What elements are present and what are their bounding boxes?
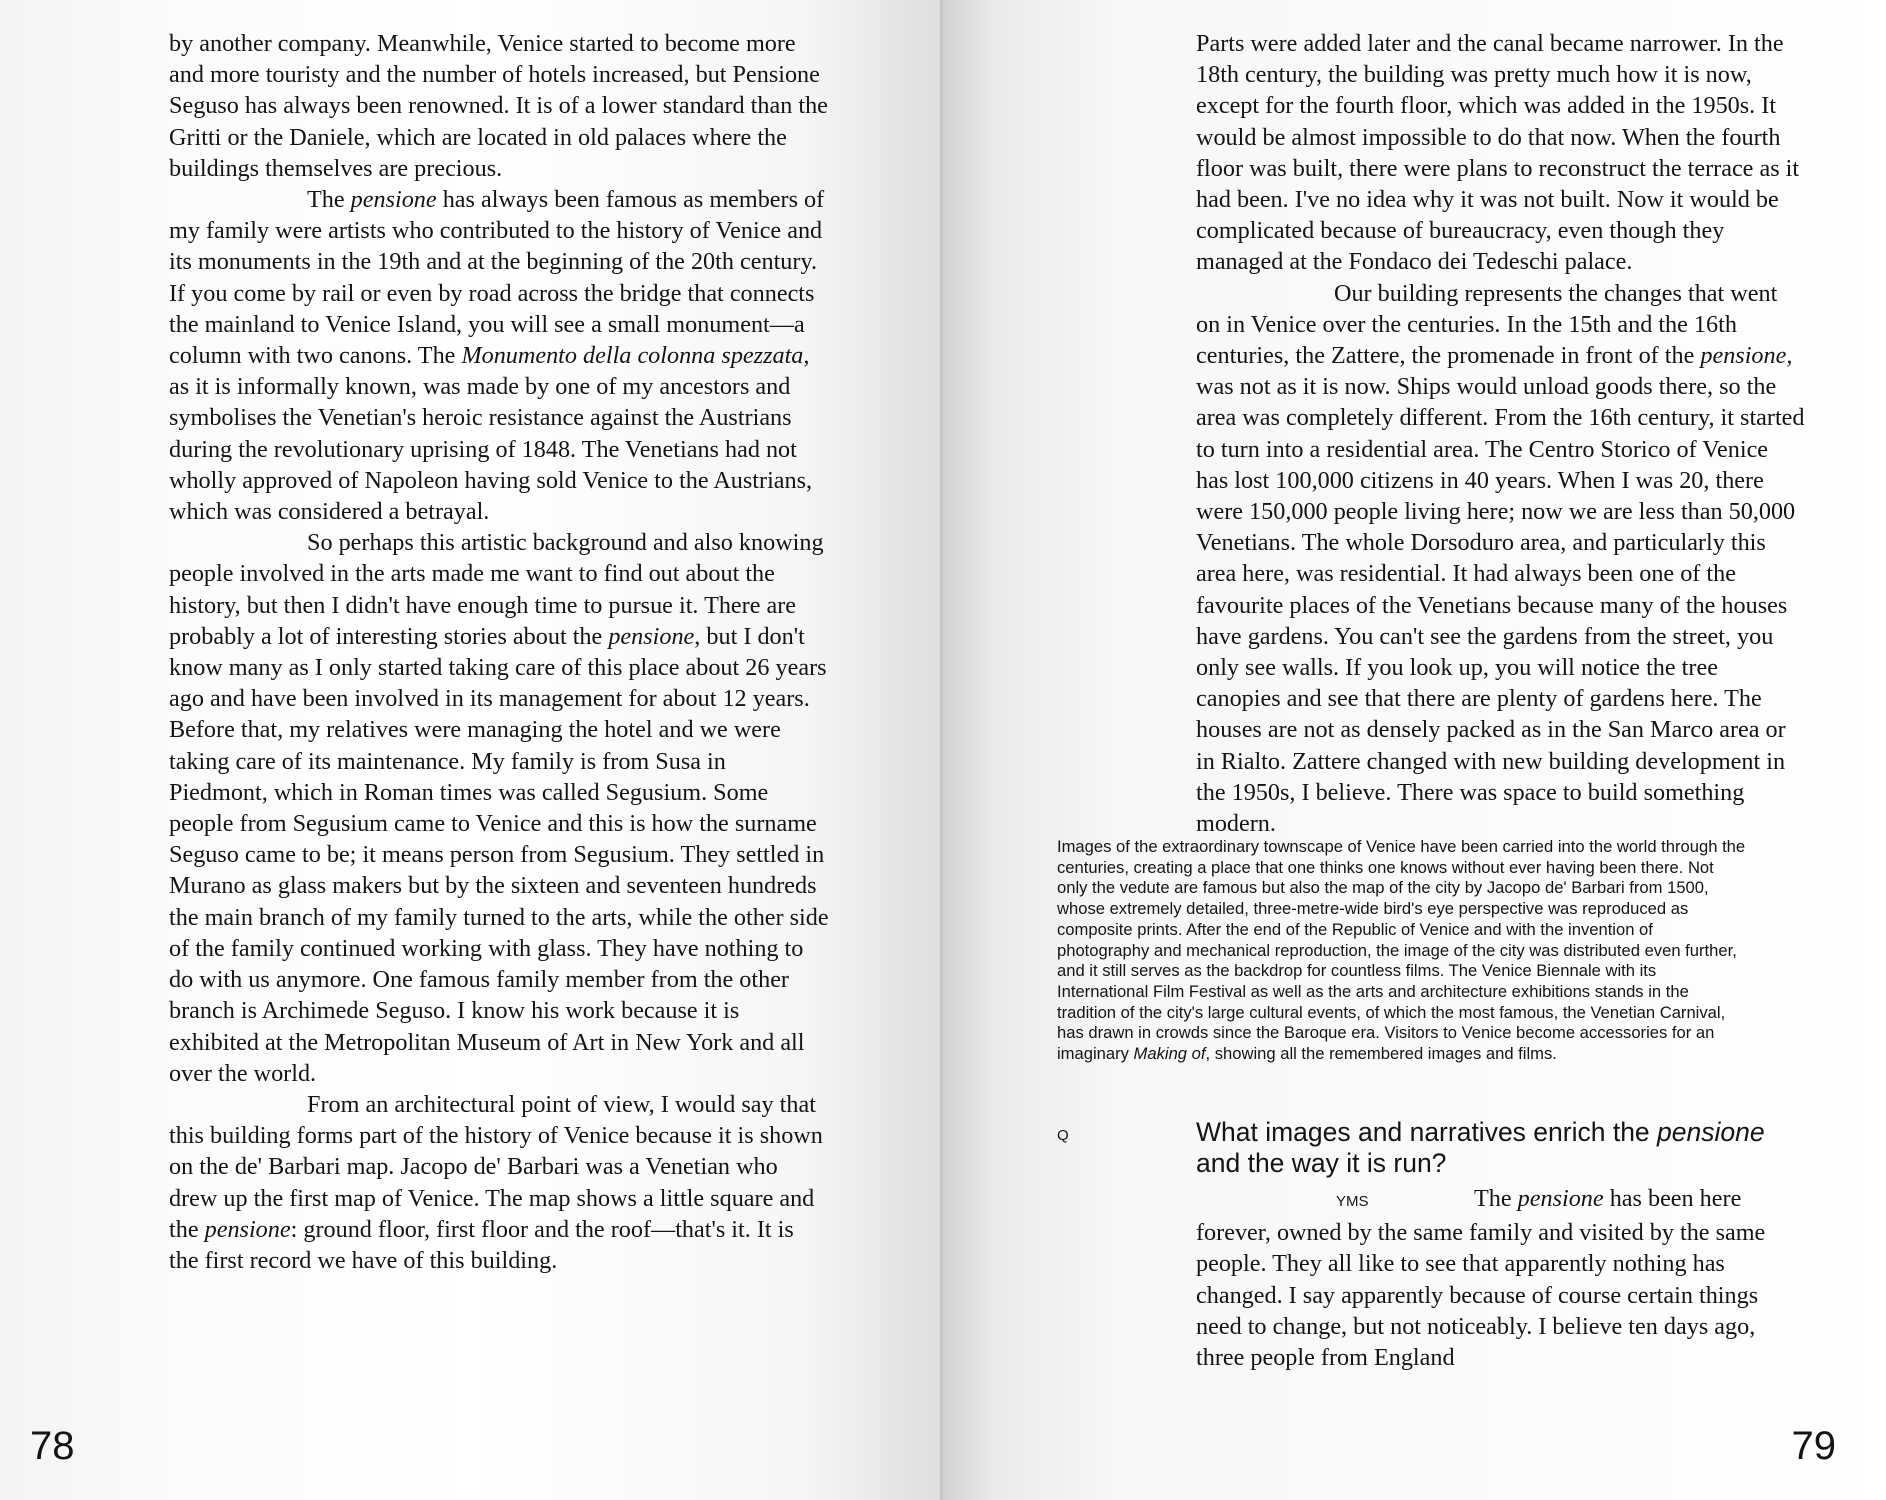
interview-question: What images and narratives enrich the pensione and the way it is run? (1196, 1117, 1765, 1178)
right-page-body (1196, 28, 1806, 839)
image-caption: Images of the extraordinary townscape of Venice have been carried into the world through the centuries, creating a place that one thinks one knows without ever having been there. Not only the vedute are famous but also the map of the city by Jacopo de' Barbari from 1500, whose extremely detailed, three-metre-wide bird's eye perspective was reproduced as composite prints. After the end of the Republic of Venice and with the invention of photography and mechanical reproduction, the image of the city was distributed even further, and it still serves as the backdrop for countless films. The Venice Biennale with its International Film Festival as well as the arts and architecture exhibitions stands in the tradition of the city's large cultural events, of which the most famous, the Venetian Carnival, has drawn in crowds since the Baroque era. Visitors to Venice become accessories for an imaginary Making of, showing all the remembered images and films. (1057, 837, 1746, 1064)
paragraph: Our building represents the changes that went on in Venice over the centuries. In the 15th and the 16th centuries, the Zattere, the promenade in front of the pensione, was not as it is now. Ships would unload goods there, so the area was completely different. From the 16th century, it started to turn into a residential area. The Centro Storico of Venice has lost 100,000 citizens in 40 years. When I was 20, there were 150,000 people living here; now we are less than 50,000 Venetians. The whole Dorsoduro area, and particularly this area here, was residential. It had always been one of the favourite places of the Venetians because many of the houses have gardens. You can't see the gardens from the street, you only see walls. If you look up, you will notice the tree canopies and see that there are plenty of gardens here. The houses are not as densely packed as in the San Marco area or in Rialto. Zattere changed with new building development in the 1950s, I believe. There was space to build something modern. (1196, 279, 1805, 838)
page-number-left: 78 (30, 1424, 75, 1468)
interview-answer (1196, 1183, 1806, 1373)
answer-paragraph (1196, 1183, 1806, 1373)
speaker-initials: YMS (1336, 1193, 1369, 1210)
book-gutter (940, 0, 943, 1500)
question-label: Q (1057, 1127, 1069, 1144)
paragraph: Parts were added later and the canal became narrower. In the 18th century, the building was pretty much how it is now, except for the fourth floor, which was added in the 1950s. It would be almost impossible to do that now. When the fourth floor was built, there were plans to reconstruct the terrace as it had been. I've no idea why it was not built. Now it would be complicated because of bureaucracy, even though they managed at the Fondaco dei Tedeschi palace. (1196, 30, 1800, 276)
left-page-body (169, 28, 829, 1276)
paragraph: From an architectural point of view, I would say that this building forms part of the history of Venice because it is shown on the de' Barbari map. Jacopo de' Barbari was a Venetian who drew up the first map of Venice. The map shows a little square and the pensione: ground floor, first floor and the roof—that's it. It is the first record we have of this building. (169, 1090, 823, 1274)
answer-text: The pensione has been here forever, owned by the same family and visited by the same people. They all like to see that apparently nothing has changed. I say apparently because of course certain things need to change, but not noticeably. I believe ten days ago, three people from England (1196, 1185, 1766, 1372)
page-number-right: 79 (1791, 1424, 1836, 1468)
paragraph: So perhaps this artistic background and also knowing people involved in the arts made me want to find out about the history, but then I didn't have enough time to pursue it. There are probably a lot of interesting stories about the pensione, but I don't know many as I only started taking care of this place about 26 years ago and have been involved in its management for about 12 years. Before that, my relatives were managing the hotel and we were taking care of its maintenance. My family is from Susa in Piedmont, which in Roman times was called Segusium. Some people from Segusium came to Venice and this is how the surname Seguso came to be; it means person from Segusium. They settled in Murano as glass makers but by the sixteen and seventeen hundreds the main branch of my family turned to the arts, while the other side of the family continued working with glass. They have nothing to do with us anymore. One famous family member from the other branch is Archimede Seguso. I know his work because it is exhibited at the Metropolitan Museum of Art in New York and all over the world. (169, 529, 829, 1087)
paragraph: The pensione has always been famous as members of my family were artists who contributed to the history of Venice and its monuments in the 19th and at the beginning of the 20th century. If you come by rail or even by road across the bridge that connects the mainland to Venice Island, you will see a small monument—a column with two canons. The Monumento della colonna spezzata, as it is informally known, was made by one of my ancestors and symbolises the Venetian's heroic resistance against the Austrians during the revolutionary uprising of 1848. The Venetians had not wholly approved of Napoleon having sold Venice to the Austrians, which was considered a betrayal. (169, 186, 825, 526)
paragraph: by another company. Meanwhile, Venice started to become more and more touristy and the number of hotels increased, but Pensione Seguso has always been renowned. It is of a lower standard than the Gritti or the Daniele, which are located in old palaces where the buildings themselves are precious. (169, 30, 828, 182)
right-page (943, 0, 1886, 1500)
